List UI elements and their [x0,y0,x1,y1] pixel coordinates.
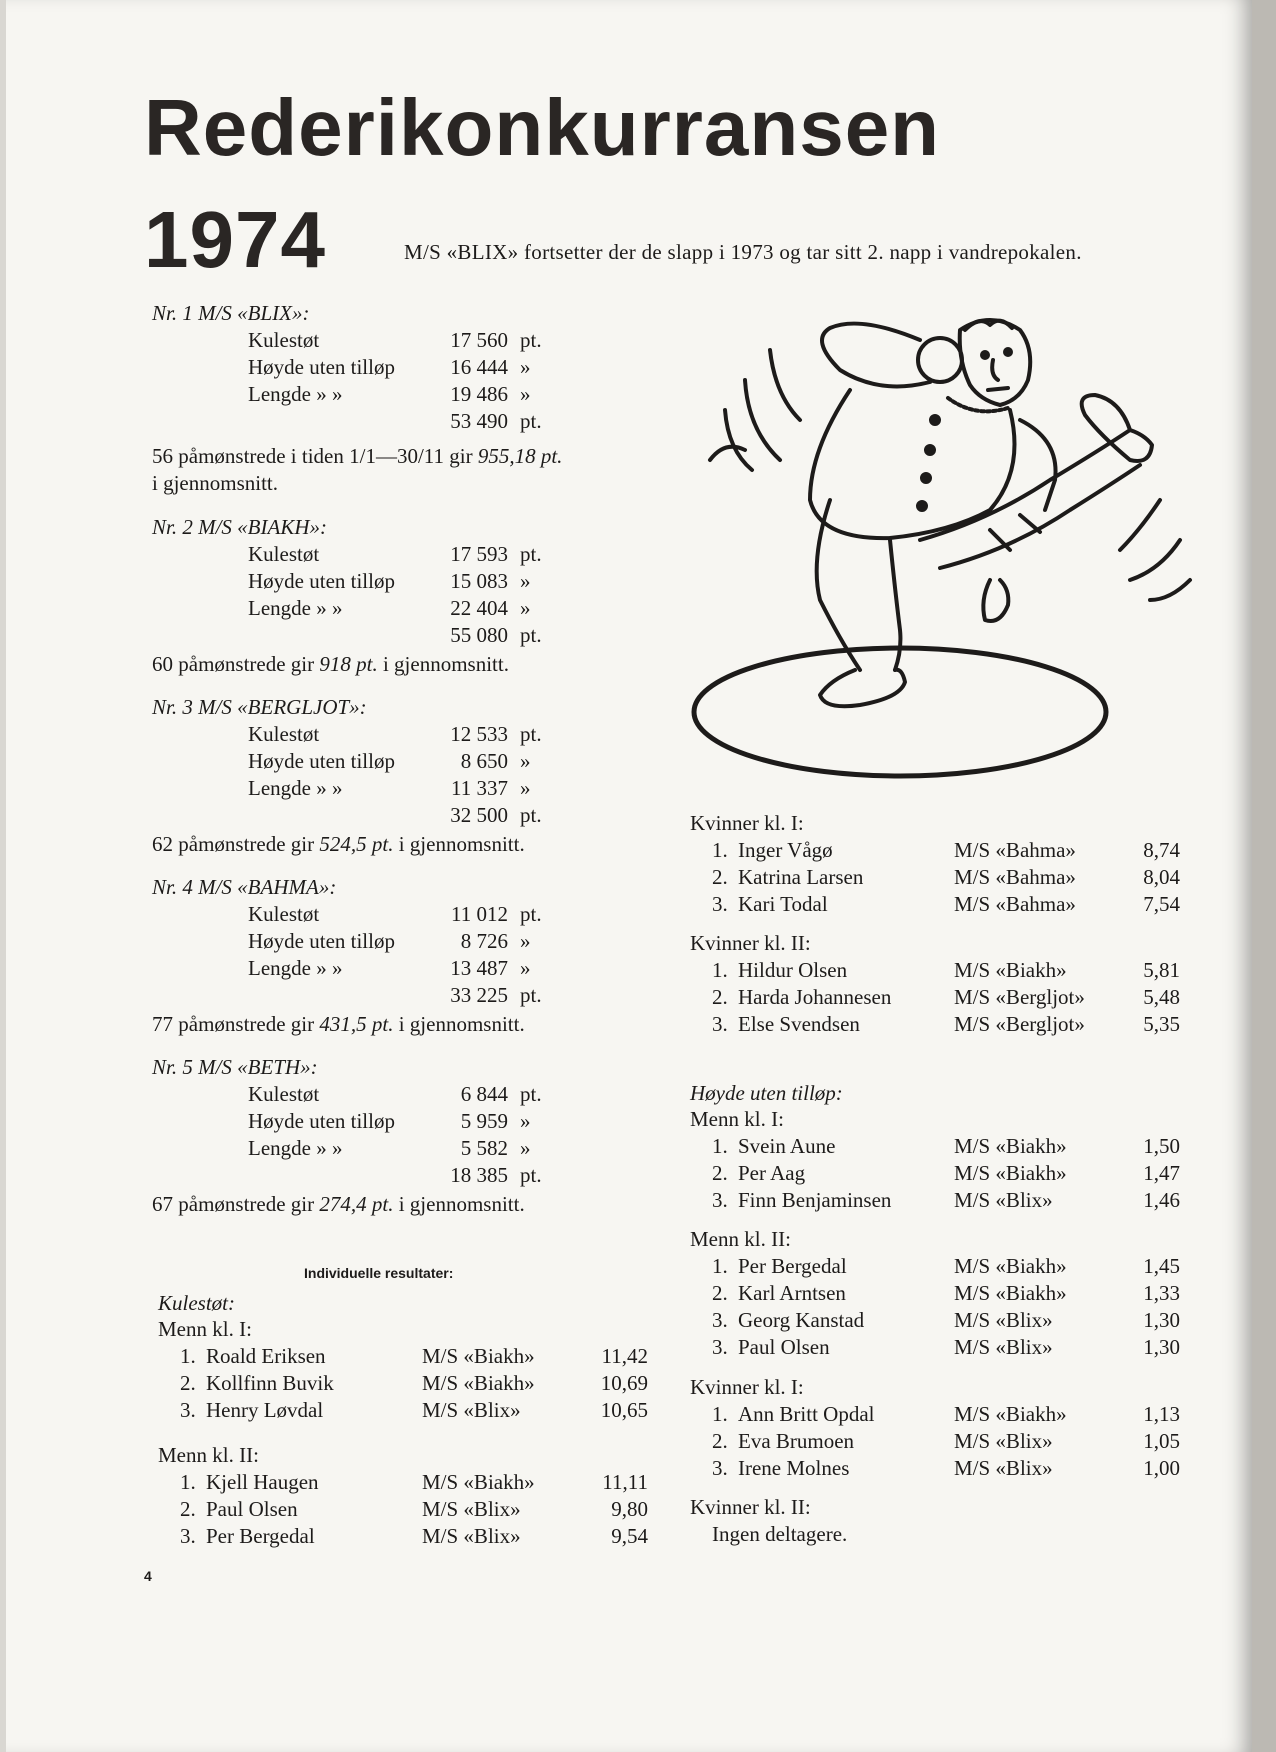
result-place: 3. [712,1456,728,1480]
event-score: 15 083 [450,569,508,593]
athlete-name: Else Svendsen [738,1012,860,1036]
event-score: 22 404 [450,596,508,620]
event-title-kulestot: Kulestøt: [158,1291,235,1315]
event-unit: » [520,1109,531,1133]
athlete-ship: M/S «Bergljot» [954,985,1085,1009]
athlete-name: Harda Johannesen [738,985,892,1009]
athlete-result: 5,81 [1143,958,1180,982]
athlete-ship: M/S «Biakh» [954,958,1067,982]
athlete-ship: M/S «Blix» [422,1398,521,1422]
athlete-ship: M/S «Biakh» [954,1254,1067,1278]
event-unit: pt. [520,1082,542,1106]
event-unit: » [520,355,531,379]
event-unit: » [520,1136,531,1160]
athlete-result: 9,54 [611,1524,648,1548]
event-score: 11 337 [451,776,508,800]
event-unit: » [520,596,531,620]
event-unit: pt. [520,542,542,566]
team-rank-label: Nr. 1 M/S «BLIX»: [152,301,310,325]
team-total-unit: pt. [520,623,542,647]
class-label: Kvinner kl. II: [690,1495,811,1519]
team-rank-label: Nr. 3 M/S «BERGLJOT»: [152,695,367,719]
team-total: 18 385 [450,1163,508,1187]
event-name: Kulestøt [248,328,320,352]
event-name: Lengde » » [248,776,343,800]
athlete-name: Eva Brumoen [738,1429,855,1453]
result-place: 1. [712,1134,728,1158]
event-unit: » [520,956,531,980]
summary-text-end: i gjennomsnitt. [393,832,525,856]
athlete-name: Per Bergedal [738,1254,847,1278]
summary-text-end: i gjennomsnitt. [393,1012,525,1036]
team-summary [152,1011,525,1038]
team-summary [152,1191,525,1218]
class-label: Kvinner kl. I: [690,1375,804,1399]
athlete-ship: M/S «Biakh» [954,1161,1067,1185]
athlete-result: 1,05 [1143,1429,1180,1453]
event-name: Høyde uten tilløp [248,1109,395,1133]
event-score: 17 593 [450,542,508,566]
page-number: 4 [144,1568,152,1584]
event-unit: » [520,569,531,593]
result-place: 1. [712,1402,728,1426]
event-score: 11 012 [451,902,508,926]
summary-text: 67 påmønstrede gir [152,1192,320,1216]
athlete-ship: M/S «Biakh» [422,1344,535,1368]
summary-text-end: i gjennomsnitt. [377,652,509,676]
athlete-ship: M/S «Blix» [954,1429,1053,1453]
result-place: 2. [712,1429,728,1453]
result-place: 3. [180,1398,196,1422]
athlete-name: Paul Olsen [738,1335,830,1359]
athlete-ship: M/S «Blix» [422,1497,521,1521]
event-unit: » [520,749,531,773]
subtitle: M/S «BLIX» fortsetter der de slapp i 1973 og tar sitt 2. napp i vandrepokalen. [404,240,1082,264]
athlete-ship: M/S «Biakh» [954,1281,1067,1305]
athlete-name: Karl Arntsen [738,1281,846,1305]
athlete-result: 8,74 [1143,838,1180,862]
result-place: 2. [712,1161,728,1185]
summary-average: 431,5 pt. [319,1012,394,1036]
athlete-name: Inger Vågø [738,838,833,862]
athlete-result: 1,13 [1143,1402,1180,1426]
team-total: 33 225 [450,983,508,1007]
result-place: 3. [180,1524,196,1548]
class-label: Kvinner kl. II: [690,931,811,955]
result-place: 3. [712,1012,728,1036]
event-unit: » [520,382,531,406]
result-place: 2. [180,1371,196,1395]
result-place: 2. [712,985,728,1009]
summary-text-end: i gjennomsnitt. [393,1192,525,1216]
athlete-ship: M/S «Blix» [954,1188,1053,1212]
athlete-ship: M/S «Blix» [422,1524,521,1548]
athlete-name: Katrina Larsen [738,865,864,889]
event-name: Høyde uten tilløp [248,569,395,593]
event-unit: pt. [520,722,542,746]
athlete-ship: M/S «Biakh» [954,1402,1067,1426]
event-unit: pt. [520,902,542,926]
team-total: 53 490 [450,409,508,433]
athlete-result: 10,69 [600,1371,648,1395]
athlete-name: Paul Olsen [206,1497,298,1521]
athlete-name: Ann Britt Opdal [738,1402,875,1426]
team-summary-line2: i gjennomsnitt. [152,471,278,495]
athlete-ship: M/S «Blix» [954,1308,1053,1332]
event-score: 19 486 [450,382,508,406]
summary-text: 56 påmønstrede i tiden 1/1—30/11 gir [152,444,478,468]
team-rank-label: Nr. 4 M/S «BAHMA»: [152,875,337,899]
summary-average: 918 pt. [319,652,378,676]
event-name: Kulestøt [248,1082,320,1106]
class-label: Menn kl. II: [158,1443,259,1467]
result-place: 1. [180,1344,196,1368]
athlete-result: 11,11 [602,1470,648,1494]
athlete-result: 1,46 [1143,1188,1180,1212]
summary-average: 955,18 pt. [477,444,563,468]
event-name: Lengde » » [248,596,343,620]
athlete-ship: M/S «Biakh» [422,1371,535,1395]
class-label: Menn kl. II: [690,1227,791,1251]
result-place: 3. [712,1308,728,1332]
athlete-name: Per Aag [738,1161,806,1185]
team-summary [152,651,509,678]
athlete-name: Hildur Olsen [738,958,848,982]
result-place: 2. [712,865,728,889]
page-title-year: 1974 [144,195,326,284]
athlete-result: 8,04 [1143,865,1180,889]
result-place: 3. [712,892,728,916]
athlete-result: 1,50 [1143,1134,1180,1158]
event-name: Lengde » » [248,956,343,980]
team-rank-label: Nr. 2 M/S «BIAKH»: [152,515,327,539]
shot-putter-illustration [690,300,1210,800]
result-place: 3. [712,1188,728,1212]
athlete-ship: M/S «Blix» [954,1335,1053,1359]
page-title: Rederikonkurransen [144,83,941,172]
class-label: Kvinner kl. I: [690,811,804,835]
summary-text: 77 påmønstrede gir [152,1012,320,1036]
team-total-unit: pt. [520,983,542,1007]
athlete-name: Per Bergedal [206,1524,315,1548]
team-summary [152,831,525,858]
summary-text: 60 påmønstrede gir [152,652,320,676]
team-rank-label: Nr. 5 M/S «BETH»: [152,1055,318,1079]
event-score: 13 487 [450,956,508,980]
result-place: 1. [712,958,728,982]
athlete-ship: M/S «Bergljot» [954,1012,1085,1036]
event-name: Lengde » » [248,382,343,406]
athlete-ship: M/S «Biakh» [422,1470,535,1494]
athlete-ship: M/S «Bahma» [954,865,1076,889]
athlete-name: Finn Benjaminsen [738,1188,892,1212]
event-score: 8 726 [460,929,508,953]
result-place: 2. [712,1281,728,1305]
event-score: 8 650 [460,749,508,773]
athlete-result: 1,33 [1143,1281,1180,1305]
event-title-hoyde: Høyde uten tilløp: [690,1081,843,1105]
athlete-result: 11,42 [601,1344,648,1368]
athlete-name: Svein Aune [738,1134,836,1158]
team-total-unit: pt. [520,1163,542,1187]
event-score: 5 582 [460,1136,508,1160]
event-name: Høyde uten tilløp [248,355,395,379]
athlete-result: 1,30 [1143,1335,1180,1359]
summary-text: 62 påmønstrede gir [152,832,320,856]
team-summary [152,443,562,470]
athlete-ship: M/S «Biakh» [954,1134,1067,1158]
athlete-name: Kjell Haugen [206,1470,319,1494]
athlete-ship: M/S «Bahma» [954,892,1076,916]
athlete-name: Henry Løvdal [206,1398,324,1422]
event-name: Lengde » » [248,1136,343,1160]
athlete-name: Kollfinn Buvik [206,1371,334,1395]
athlete-result: 7,54 [1143,892,1180,916]
athlete-result: 1,30 [1143,1308,1180,1332]
athlete-result: 5,35 [1143,1012,1180,1036]
athlete-name: Irene Molnes [738,1456,850,1480]
result-place: 3. [712,1335,728,1359]
athlete-result: 9,80 [611,1497,648,1521]
class-note: Ingen deltagere. [712,1522,848,1546]
event-unit: » [520,929,531,953]
athlete-result: 10,65 [600,1398,648,1422]
athlete-name: Roald Eriksen [206,1344,326,1368]
event-score: 16 444 [450,355,508,379]
athlete-name: Georg Kanstad [738,1308,865,1332]
team-total: 32 500 [450,803,508,827]
result-place: 1. [712,838,728,862]
event-name: Kulestøt [248,722,320,746]
event-name: Kulestøt [248,902,320,926]
summary-average: 524,5 pt. [319,832,394,856]
event-score: 6 844 [460,1082,508,1106]
event-name: Høyde uten tilløp [248,749,395,773]
result-place: 1. [712,1254,728,1278]
event-name: Høyde uten tilløp [248,929,395,953]
class-label: Menn kl. I: [690,1107,784,1131]
athlete-result: 1,47 [1143,1161,1180,1185]
summary-average: 274,4 pt. [319,1192,394,1216]
team-total-unit: pt. [520,409,542,433]
class-label: Menn kl. I: [158,1317,252,1341]
athlete-result: 5,48 [1143,985,1180,1009]
event-name: Kulestøt [248,542,320,566]
athlete-ship: M/S «Blix» [954,1456,1053,1480]
athlete-result: 1,00 [1143,1456,1180,1480]
event-unit: pt. [520,328,542,352]
event-unit: » [520,776,531,800]
event-score: 17 560 [450,328,508,352]
athlete-ship: M/S «Bahma» [954,838,1076,862]
athlete-result: 1,45 [1143,1254,1180,1278]
team-total-unit: pt. [520,803,542,827]
result-place: 1. [180,1470,196,1494]
event-score: 12 533 [450,722,508,746]
athlete-name: Kari Todal [738,892,828,916]
event-score: 5 959 [460,1109,508,1133]
individual-results-heading: Individuelle resultater: [304,1265,454,1281]
team-total: 55 080 [450,623,508,647]
result-place: 2. [180,1497,196,1521]
